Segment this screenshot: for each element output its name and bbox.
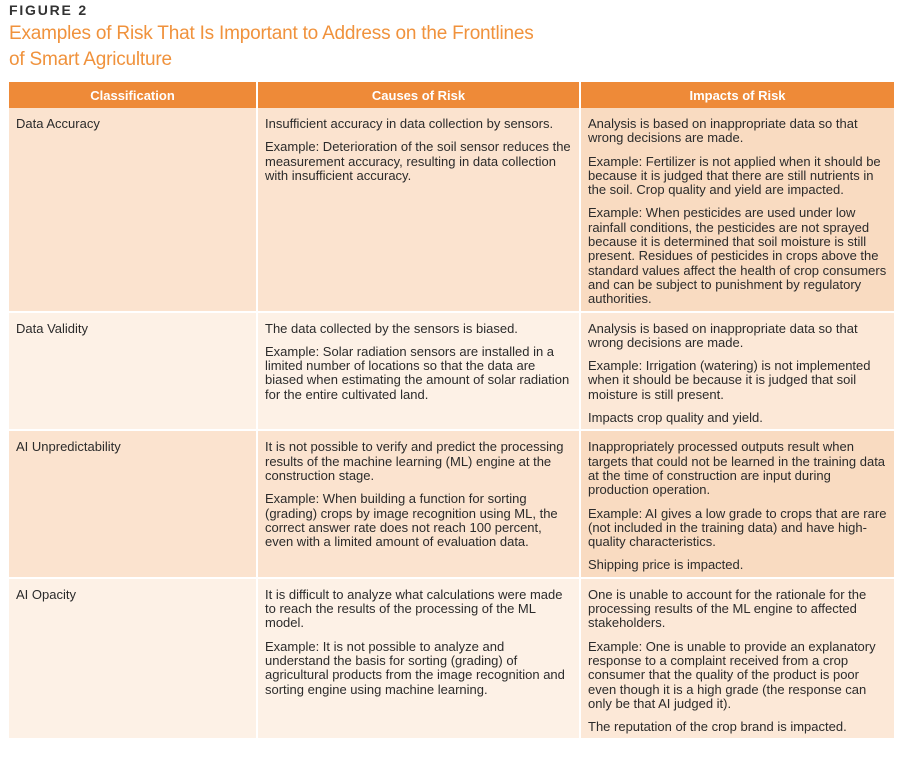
causes-text: Insufficient accuracy in data collection by sensors. [265, 116, 554, 131]
causes-example: Example: Solar radiation sensors are installed in a limited number of locations so that the data are biased when estimating the amount of solar radiation for the entire cultivated land. [265, 343, 570, 402]
table-header-row [9, 82, 894, 108]
causes-text: It is not possible to verify and predict the processing results of the machine learning (ML) engine at the construction stage. [265, 439, 564, 483]
classification-cell: AI Unpredictability [9, 430, 257, 577]
impacts-text: Analysis is based on inappropriate data so that wrong decisions are made. [588, 116, 858, 146]
impacts-example: Example: One is unable to provide an explanatory response to a complaint received from a crop consumer that the quality of the product is poor even though it is a high grade (the response can only be that AI judged it). [588, 638, 876, 711]
impacts-summary: Shipping price is impacted. [588, 557, 744, 573]
impacts-example: Example: AI gives a low grade to crops that are rare (not included in the training data) and have high-quality characteristics. [588, 505, 887, 550]
risk-table [9, 82, 894, 740]
causes-cell [257, 578, 580, 740]
causes-cell [257, 312, 580, 431]
impacts-cell [580, 578, 894, 740]
impacts-cell [580, 430, 894, 577]
causes-text: The data collected by the sensors is biased. [265, 320, 518, 336]
impacts-example: Example: When pesticides are used under low rainfall conditions, the pesticides are not sprayed because it is determined that soil moisture is still present. Residues of pesticides in crops above the standard values affect the health of crop consumers and can be subject to punishment by regulatory authorities. [588, 205, 887, 307]
causes-example: Example: Deterioration of the soil sensor reduces the measurement accuracy, resulting in data collection with insufficient accuracy. [265, 139, 571, 183]
causes-example: Example: When building a function for sorting (grading) crops by image recognition using ML, the correct answer rate does not reach 100 percent, even with a limited amount of evaluation data. [265, 491, 558, 550]
header-impacts: Impacts of Risk [580, 82, 894, 108]
figure-label: FIGURE 2 [9, 2, 88, 18]
header-classification: Classification [9, 82, 257, 108]
impacts-cell [580, 108, 894, 312]
impacts-example: Example: Irrigation (watering) is not implemented when it should be because it is judged that soil moisture is still present. [588, 358, 871, 402]
classification-cell: Data Accuracy [9, 108, 257, 312]
table-row [9, 312, 894, 431]
table-row [9, 430, 894, 577]
figure-title-line-2: of Smart Agriculture [9, 49, 172, 70]
causes-example: Example: It is not possible to analyze and understand the basis for sorting (grading) of agricultural products from the image recognition and sorting engine using machine learning. [265, 638, 565, 697]
impacts-summary: Impacts crop quality and yield. [588, 410, 763, 426]
impacts-text: Inappropriately processed outputs result when targets that could not be learned in the training data at the time of construction are input during production operation. [588, 439, 886, 498]
causes-text: It is difficult to analyze what calculations were made to reach the results of the processing of the ML model. [265, 586, 563, 631]
figure-title [9, 21, 709, 73]
impacts-example: Example: Fertilizer is not applied when it should be because it is judged that there are still nutrients in the soil. Crop quality and yield are impacted. [588, 153, 881, 198]
causes-cell [257, 430, 580, 577]
classification-cell: Data Validity [9, 312, 257, 431]
header-causes: Causes of Risk [257, 82, 580, 108]
impacts-text: One is unable to account for the rationale for the processing results of the ML engine to affected stakeholders. [588, 586, 867, 631]
classification-cell: AI Opacity [9, 578, 257, 740]
causes-cell [257, 108, 580, 312]
figure-title-line-1: Examples of Risk That Is Important to Address on the Frontlines [9, 23, 534, 44]
table-row [9, 578, 894, 740]
impacts-cell [580, 312, 894, 431]
impacts-text: Analysis is based on inappropriate data so that wrong decisions are made. [588, 320, 858, 350]
impacts-summary: The reputation of the crop brand is impacted. [588, 719, 847, 735]
table-row [9, 108, 894, 312]
